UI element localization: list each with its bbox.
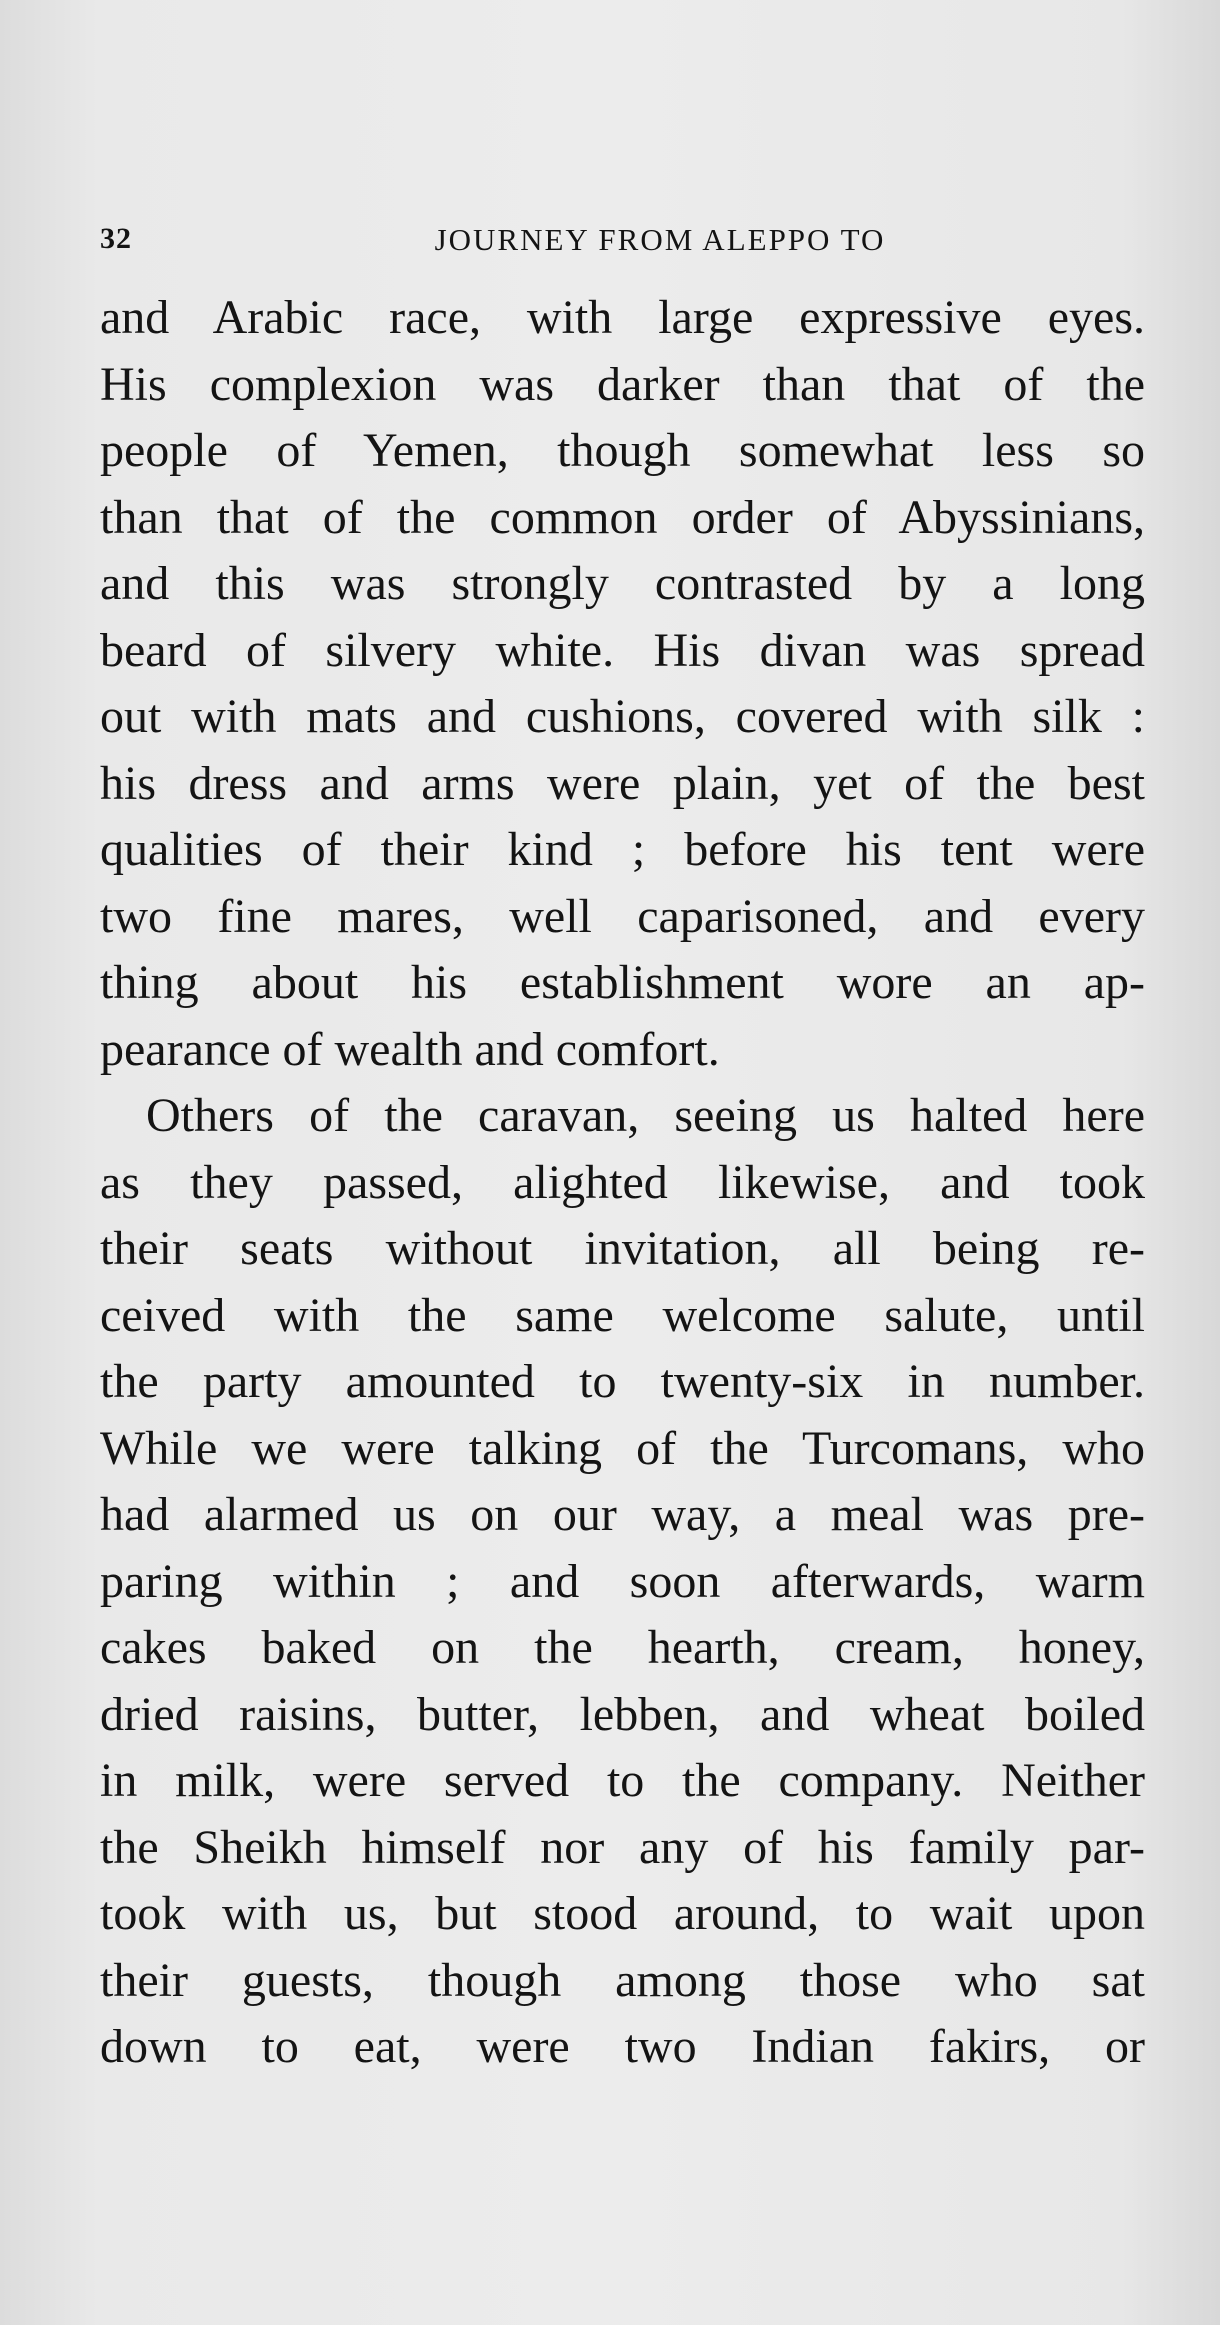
text-line: two fine mares, well caparisoned, and every — [100, 889, 1145, 943]
text-line: his dress and arms were plain, yet of the best — [100, 756, 1145, 810]
text-line: the Sheikh himself nor any of his family par- — [100, 1820, 1145, 1874]
text-line: His complexion was darker than that of the — [100, 357, 1145, 411]
text-line: ceived with the same welcome salute, until — [100, 1288, 1145, 1342]
text-line: dried raisins, butter, lebben, and wheat boiled — [100, 1687, 1145, 1741]
text-line: and this was strongly contrasted by a long — [100, 557, 1145, 610]
text-line: cakes baked on the hearth, cream, honey, — [100, 1621, 1145, 1674]
running-head — [100, 222, 1140, 272]
text-line: Others of the caravan, seeing us halted here — [146, 1089, 1145, 1142]
text-line: down to eat, were two Indian fakirs, or — [100, 2020, 1145, 2073]
text-line: in milk, were served to the company. Neither — [100, 1754, 1145, 1807]
body-text — [100, 285, 1145, 2081]
text-line: the party amounted to twenty-six in number. — [100, 1355, 1145, 1408]
text-line: paring within ; and soon afterwards, warm — [100, 1554, 1145, 1608]
text-line: beard of silvery white. His divan was spread — [100, 623, 1145, 677]
text-line: While we were talking of the Turcomans, who — [100, 1421, 1145, 1475]
text-line: thing about his establishment wore an ap- — [100, 956, 1145, 1009]
paragraph — [100, 285, 1145, 1083]
text-line: pearance of wealth and comfort. — [100, 1022, 720, 1076]
text-line: out with mats and cushions, covered with silk : — [100, 690, 1145, 743]
text-line: as they passed, alighted likewise, and took — [100, 1155, 1145, 1209]
running-title: JOURNEY FROM ALEPPO TO — [434, 222, 886, 257]
text-line: their seats without invitation, all being re- — [100, 1222, 1145, 1275]
text-line: and Arabic race, with large expressive eyes. — [100, 291, 1145, 344]
text-line: than that of the common order of Abyssinians, — [100, 490, 1145, 544]
text-line: qualities of their kind ; before his tent were — [100, 823, 1145, 876]
text-line: their guests, though among those who sat — [100, 1953, 1145, 2007]
page-number: 32 — [100, 222, 132, 255]
paragraph — [100, 1083, 1145, 2081]
text-line: people of Yemen, though somewhat less so — [100, 424, 1145, 477]
text-line: had alarmed us on our way, a meal was pre- — [100, 1488, 1145, 1541]
text-line: took with us, but stood around, to wait upon — [100, 1887, 1145, 1940]
